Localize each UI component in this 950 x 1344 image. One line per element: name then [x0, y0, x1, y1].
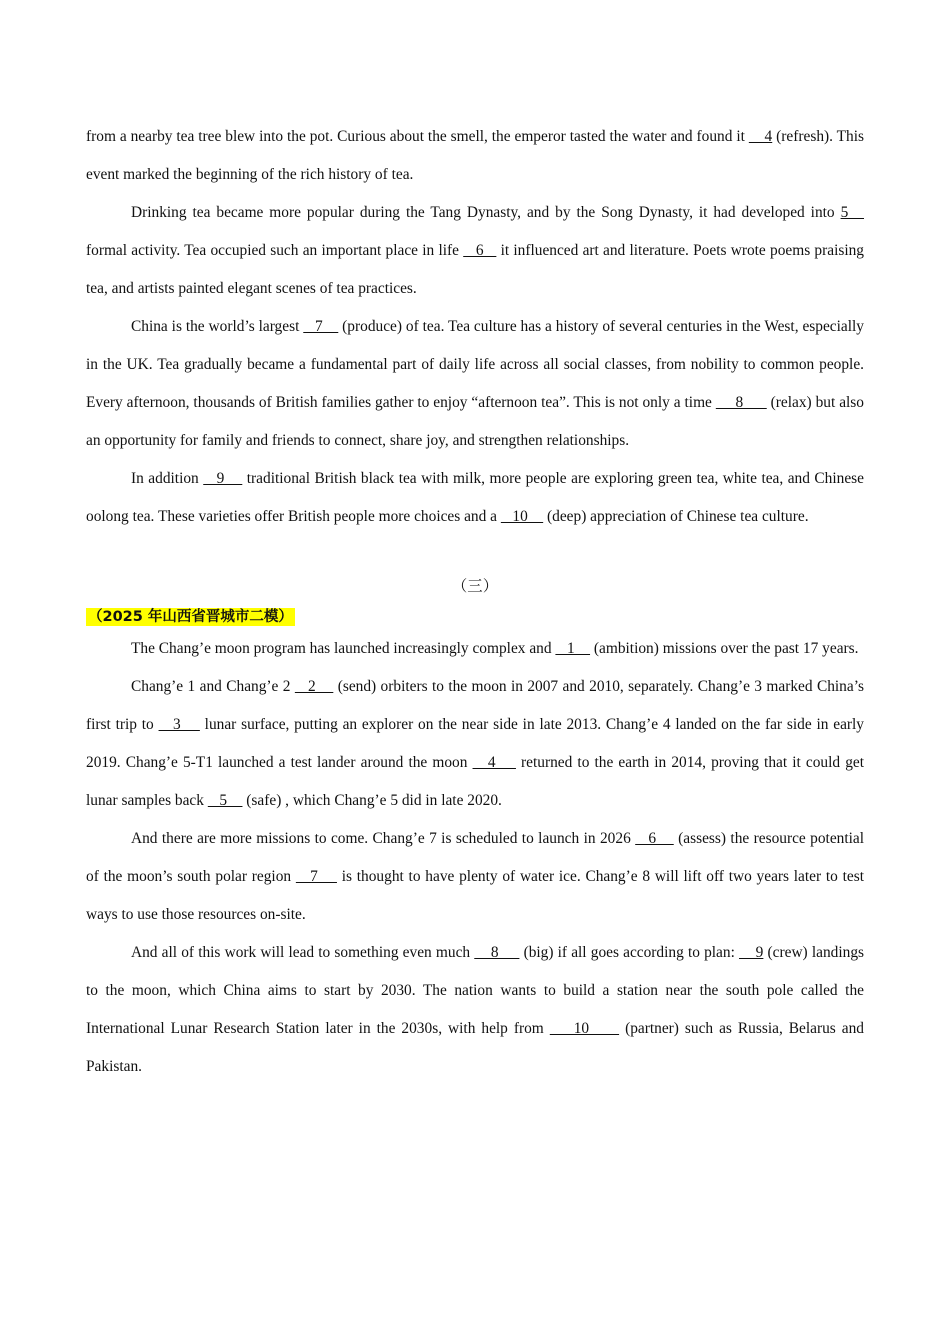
text: (produce) of tea. Tea culture has a history of several centuries in the West, especially in the UK. Tea gradually became a fundamental part of daily life across all social classes, from nobility to common people. Every afternoon, thousands of British families gather to enjoy “afternoon tea”. This is not only a time: [86, 318, 864, 411]
blank-5[interactable]: 5: [207, 792, 243, 809]
blank-1[interactable]: 1: [555, 640, 591, 657]
blank-10[interactable]: 10: [549, 1020, 620, 1037]
text: (assess) the resource potential of the moon’s south polar region: [86, 830, 865, 885]
text: from a nearby tea tree blew into the pot. Curious about the smell, the emperor tasted the water and found it: [86, 128, 749, 145]
text: (big) if all goes according to plan:: [519, 944, 740, 961]
text: formal activity. Tea occupied such an important place in life: [86, 242, 464, 259]
text: is thought to have plenty of water ice. Chang’e 8 will lift off two years later to test ways to use those resources on-site.: [86, 868, 865, 923]
passage3-paragraph-4: [86, 934, 864, 1086]
text: (crew) landings to the moon, which China aims to start by 2030. The nation wants to build a station near the south pole called the International Lunar Research Station later in the 2030s, with help from: [86, 944, 865, 1037]
section-title: （三）: [451, 577, 499, 595]
blank-7[interactable]: 7: [303, 318, 339, 335]
passage2-paragraph-1: [86, 118, 864, 194]
text: The Chang’e moon program has launched increasingly complex and: [131, 640, 556, 657]
blank-6[interactable]: 6: [463, 242, 497, 259]
passage3-paragraph-2: [86, 668, 864, 820]
blank-8[interactable]: 8: [715, 394, 767, 411]
blank-4[interactable]: 4: [472, 754, 516, 771]
blank-4[interactable]: 4: [748, 128, 773, 145]
blank-9[interactable]: 9: [739, 944, 764, 961]
text: (deep) appreciation of Chinese tea culture.: [543, 508, 809, 525]
text: (send) orbiters to the moon in 2007 and 2010, separately. Chang’e 3 marked China’s first trip to: [86, 678, 864, 733]
text: (safe) , which Chang’e 5 did in late 2020.: [242, 792, 502, 809]
source-tag: （2025 年山西省晋城市二模）: [88, 609, 293, 625]
passage2-paragraph-4: [86, 460, 864, 536]
text: China is the world’s largest: [131, 318, 304, 335]
blank-2[interactable]: 2: [294, 678, 334, 695]
document-page: [86, 118, 864, 1086]
passage3-paragraph-3: [86, 820, 864, 934]
text: And all of this work will lead to something even much: [131, 944, 475, 961]
text: In addition: [131, 470, 204, 487]
blank-10[interactable]: 10: [500, 508, 544, 525]
text: (partner) such as Russia, Belarus and Pakistan.: [86, 1020, 865, 1075]
passage2-paragraph-3: [86, 308, 864, 460]
text: Chang’e 1 and Chang’e 2: [131, 678, 295, 695]
text: traditional British black tea with milk, more people are exploring green tea, white tea, and Chinese oolong tea. These varieties offer British people more choices and a: [86, 470, 864, 525]
source-tag-line: [86, 606, 864, 630]
blank-8[interactable]: 8: [474, 944, 520, 961]
blank-7[interactable]: 7: [295, 868, 337, 885]
passage3-paragraph-1: [86, 630, 864, 668]
text: it influenced art and literature. Poets wrote poems praising tea, and artists painted elegant scenes of tea practices.: [86, 242, 865, 297]
blank-9[interactable]: 9: [203, 470, 243, 487]
text: And there are more missions to come. Chang’e 7 is scheduled to launch in 2026: [131, 830, 636, 847]
text: lunar surface, putting an explorer on the near side in late 2013. Chang’e 4 landed on the far side in early 2019. Chang’e 5-T1 launched a test lander around the moon: [86, 716, 864, 771]
text: (ambition) missions over the past 17 years.: [590, 640, 859, 657]
blank-5[interactable]: 5: [840, 204, 864, 221]
text: returned to the earth in 2014, proving that it could get lunar samples back: [86, 754, 864, 809]
blank-3[interactable]: 3: [158, 716, 200, 733]
text: Drinking tea became more popular during the Tang Dynasty, and by the Song Dynasty, it had developed into: [131, 204, 841, 221]
text: (refresh). This event marked the beginning of the rich history of tea.: [86, 128, 864, 183]
text: (relax) but also an opportunity for family and friends to connect, share joy, and strengthen relationships.: [86, 394, 864, 449]
passage2-paragraph-2: [86, 194, 864, 308]
blank-6[interactable]: 6: [635, 830, 674, 847]
